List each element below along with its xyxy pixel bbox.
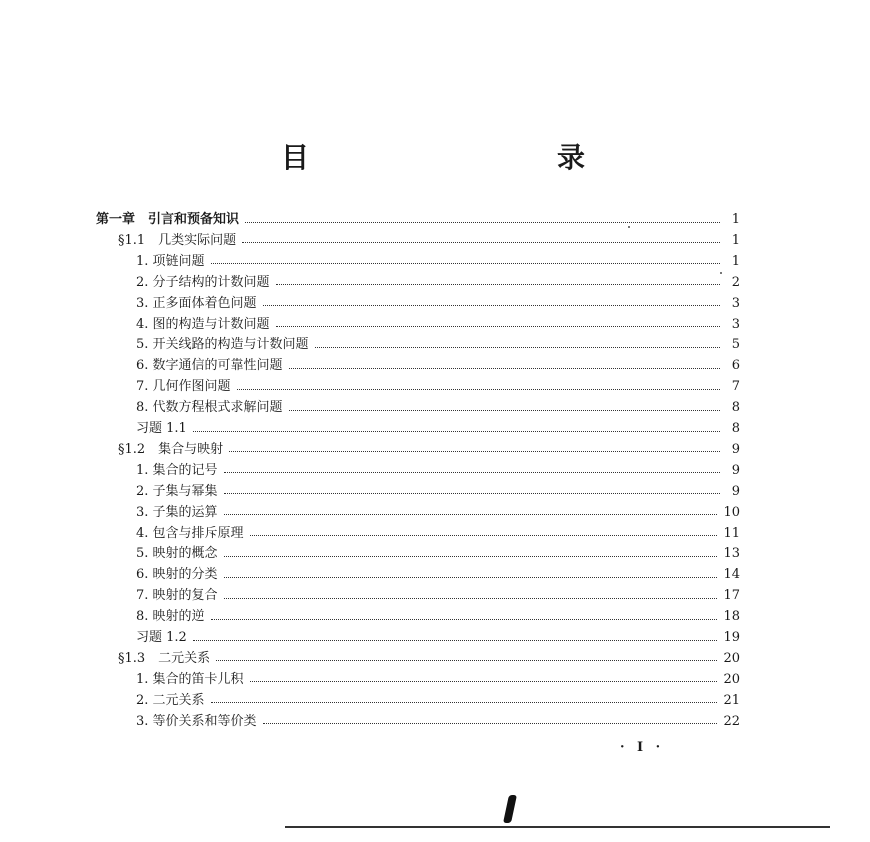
dot-leader	[224, 556, 718, 557]
toc-entry-section	[118, 440, 740, 460]
toc-entry-item	[136, 356, 740, 376]
toc-entry-item	[136, 273, 740, 293]
toc-entry-item	[136, 544, 740, 564]
toc-entry-page: 14	[723, 567, 740, 583]
toc-entry-page: 17	[723, 588, 740, 604]
toc-entry-page: 8	[731, 400, 740, 416]
toc-entry-page: 1	[731, 232, 740, 248]
toc-entry-page: 1	[731, 253, 740, 269]
toc-entry-label: 4. 图的构造与计数问题	[136, 316, 270, 332]
toc-entry-page: 11	[723, 525, 740, 541]
dot-leader	[211, 263, 720, 264]
toc-entry-label: 2. 子集与幂集	[136, 483, 218, 499]
toc-entry-item	[136, 398, 740, 418]
dot-leader	[245, 222, 720, 223]
toc-entry-label: 2. 二元关系	[136, 692, 205, 708]
toc-entry-item	[136, 691, 740, 711]
scan-speck	[720, 272, 722, 274]
toc-entry-label: 1. 集合的笛卡儿积	[136, 671, 244, 687]
toc-entry-page: 5	[731, 337, 740, 353]
toc-entry-item	[136, 503, 740, 523]
toc-entry-item	[136, 586, 740, 606]
dot-leader	[224, 577, 718, 578]
dot-leader	[289, 410, 720, 411]
toc-entry-page: 9	[731, 462, 740, 478]
toc-entry-section	[118, 231, 740, 251]
toc-entry-item	[136, 335, 740, 355]
toc-entry-label: 3. 子集的运算	[136, 504, 218, 520]
dot-leader	[193, 640, 718, 641]
dot-leader	[229, 451, 720, 452]
toc-entry-label: 2. 分子结构的计数问题	[136, 274, 270, 290]
toc-entry-chapter	[96, 210, 740, 230]
dot-leader	[289, 368, 720, 369]
toc-entry-page: 1	[731, 212, 740, 227]
toc-entry-label: 7. 几何作图问题	[136, 379, 231, 395]
toc-entry-page: 3	[731, 295, 740, 311]
dot-leader	[263, 305, 720, 306]
ink-mark	[503, 795, 517, 823]
dot-leader	[224, 598, 718, 599]
dot-leader	[276, 326, 720, 327]
toc-entry-page: 22	[723, 713, 740, 729]
toc-entry-item	[136, 315, 740, 335]
page-title: 目 录	[280, 141, 649, 174]
toc-entry-item	[136, 565, 740, 585]
toc-entry-item	[136, 712, 740, 732]
toc-entry-item	[136, 252, 740, 272]
toc-entry-label: 1. 集合的记号	[136, 462, 218, 478]
toc-entry-label: 6. 映射的分类	[136, 567, 218, 583]
dot-leader	[315, 347, 720, 348]
toc-entry-label: §1.3 二元关系	[118, 650, 211, 666]
toc-entry-label: 习题 1.2	[136, 630, 187, 645]
toc-entry-item	[136, 377, 740, 397]
bottom-rule	[285, 826, 830, 828]
dot-leader	[211, 619, 718, 620]
dot-leader	[224, 493, 720, 494]
page-number: · I ·	[620, 740, 665, 755]
toc-entry-label: §1.2 集合与映射	[118, 441, 224, 457]
toc-entry-page: 9	[731, 483, 740, 499]
toc-entry-item	[136, 524, 740, 544]
dot-leader	[250, 535, 718, 536]
toc-entry-label: 习题 1.1	[136, 421, 187, 436]
toc-entry-page: 13	[723, 546, 740, 562]
toc-entry-label: 7. 映射的复合	[136, 588, 218, 604]
toc-entry-label: 5. 开关线路的构造与计数问题	[136, 337, 309, 353]
dot-leader	[224, 514, 718, 515]
toc-entry-item	[136, 461, 740, 481]
dot-leader	[224, 472, 720, 473]
dot-leader	[211, 702, 718, 703]
toc-entry-page: 20	[723, 671, 740, 687]
toc-entry-label: 4. 包含与排斥原理	[136, 525, 244, 541]
dot-leader	[263, 723, 718, 724]
toc-entry-label: 8. 代数方程根式求解问题	[136, 400, 283, 416]
toc-entry-page: 6	[731, 358, 740, 374]
toc-entry-section	[118, 649, 740, 669]
toc-entry-exercise	[136, 419, 740, 439]
toc-entry-page: 2	[731, 274, 740, 290]
toc-entry-page: 20	[723, 650, 740, 666]
toc-entry-page: 7	[731, 379, 740, 395]
toc-entry-page: 10	[723, 504, 740, 520]
toc-entry-item	[136, 670, 740, 690]
toc-entry-label: 8. 映射的逆	[136, 609, 205, 625]
dot-leader	[216, 660, 717, 661]
dot-leader	[276, 284, 720, 285]
toc-entry-label: 3. 正多面体着色问题	[136, 295, 257, 311]
dot-leader	[242, 242, 720, 243]
toc-entry-label: 第一章 引言和预备知识	[96, 212, 240, 227]
toc-entry-page: 18	[723, 609, 740, 625]
toc-entry-item	[136, 482, 740, 502]
scan-speck	[628, 226, 630, 228]
toc-entry-label: 5. 映射的概念	[136, 546, 218, 562]
toc-entry-exercise	[136, 628, 740, 648]
toc-entry-label: 1. 项链问题	[136, 253, 205, 269]
dot-leader	[193, 431, 720, 432]
toc-entry-label: 3. 等价关系和等价类	[136, 713, 257, 729]
toc-entry-page: 9	[731, 441, 740, 457]
dot-leader	[250, 681, 718, 682]
toc-entry-item	[136, 294, 740, 314]
toc-entry-page: 21	[723, 692, 740, 708]
toc-entry-page: 8	[731, 421, 740, 436]
toc-entry-page: 3	[731, 316, 740, 332]
toc-entry-item	[136, 607, 740, 627]
dot-leader	[237, 389, 720, 390]
toc-entry-label: §1.1 几类实际问题	[118, 232, 237, 248]
toc-entry-label: 6. 数字通信的可靠性问题	[136, 358, 283, 374]
toc-entry-page: 19	[723, 630, 740, 645]
